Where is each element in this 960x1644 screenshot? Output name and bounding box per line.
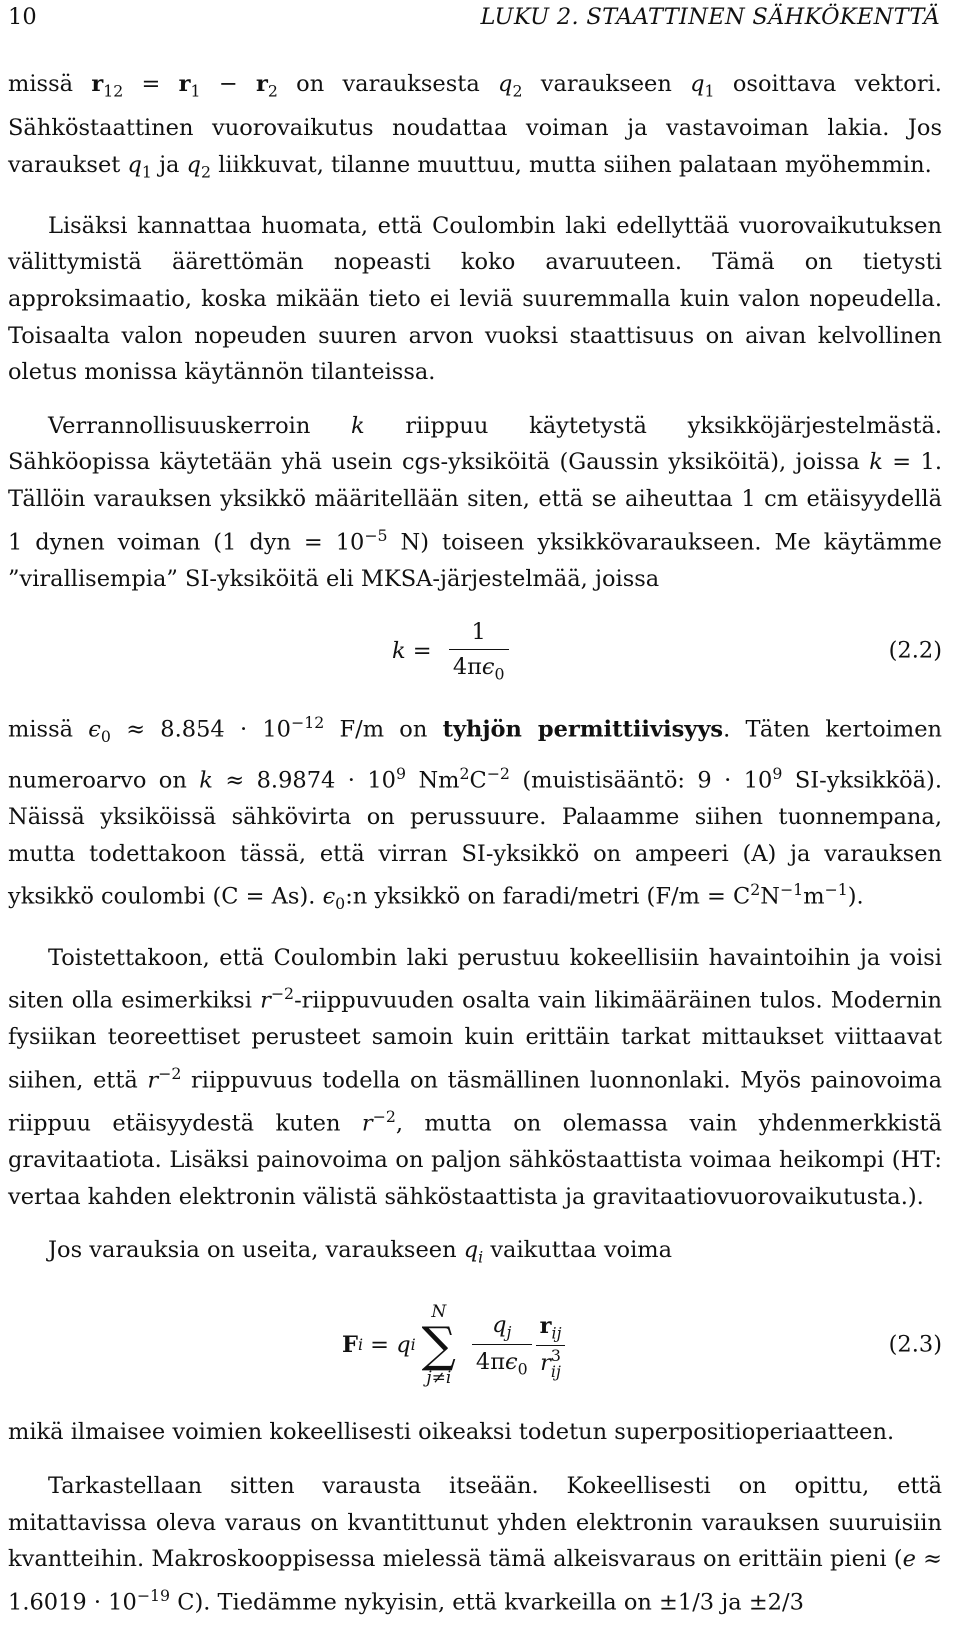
page-number: 10: [8, 4, 37, 30]
paragraph-instant-interaction: Lisäksi kannattaa huomata, että Coulombin laki edellyttää vuorovaikutuksen välittymistä äärettömän nopeasti koko avaruuteen. Tämä on tietysti approksimaatio, koska mikään tieto ei leviä suuremmalla kuin valon nopeudella. Toisaalta valon nopeuden suuren arvon vuoksi staattisuus on aivan kelvollinen oletus monissa käytännön tilanteissa.: [8, 212, 942, 386]
paragraph-multiple-charges: Jos varauksia on useita, varaukseen $q_i$ vaikuttaa voima: [48, 1237, 673, 1267]
paragraph-permittivity: missä $\epsilon_0 \approx 8.854 \cdot 10^{-12}$ F/m on tyhjön permittiivisyys. Täten kertoimen numeroarvo on $k \approx 8.9874 \cdot 10^9$ $Nm^2C^{-2}$ (muistisääntö: $9 \cdot 10^9$ SI-yksikköä). Näissä yksiköissä sähkövirta on perussuure. Palaamme siihen tuonnempana, mutta todettakoon tässä, että virran SI-yksikkö on ampeeri (A) ja varauksen yksikkö coulombi (C = As). $\epsilon_0:n$ yksikkö on faradi/metri $(F/m = C^2N^{-1}m^{-1})$.: [8, 713, 943, 914]
paragraph-vector-definition: missä $r_{12} = r_1 - r_2$ on varauksesta $q_2$ varaukseen $q_1$ osoittava vektori. Sähköstaattinen vuorovaikutus noudattaa voiman ja vastavoiman lakia. Jos varaukset $q_1$ ja $q_2$ liikkuvat, tilanne muuttuu, mutta siihen palataan myöhemmin.: [8, 71, 942, 182]
summation: N ∑ j≠i: [421, 1301, 456, 1389]
fraction-vector: $r_{ij}$ r 3 ij: [536, 1311, 566, 1379]
paragraph-unit-systems: Verrannollisuuskerroin k riippuu käytetystä yksikköjärjestelmästä. Sähköopissa käytetään yhä usein cgs-yksiköitä (Gaussin yksiköitä), joissa k = 1. Tällöin varauksen yksikkö määritellään siten, että se aiheuttaa 1 cm etäisyydellä 1 dynen voiman (1 dyn = $10^{-5}$ N) toiseen yksikkövaraukseen. Me käytämme ”virallisempia” SI-yksiköitä eli MKSA-järjestelmää, joissa: [8, 412, 943, 592]
page-body: [8, 66, 942, 1621]
equation-2-3: F i = q i N ∑ j≠i $\frac{q_j}{4\pi\epsilon_0}$ $r_{ij}$ r 3 ij (2.3): [342, 1301, 942, 1389]
paragraph-coulomb-experimental: Toistettakoon, että Coulombin laki perustuu kokeellisiin havaintoihin ja voisi siten olla esimerkiksi $r^{-2}$-riippuvuuden osalta vain likimääräinen tulos. Modernin fysiikan teoreettiset perusteet samoin kuin erittäin tarkat mittaukset viittaavat siihen, että $r^{-2}$ riippuvuus todella on täsmällinen luonnonlaki. Myös painovoima riippuu etäisyydestä kuten $r^{-2}$, mutta on olemassa vain yhdenmerkkistä gravitaatiota. Lisäksi painovoima on paljon sähköstaattista voimaa heikompi (HT: vertaa kahden elektronin välistä sähköstaattista ja gravitaatiovuorovaikutusta.).: [8, 944, 942, 1210]
equation-number: (2.2): [888, 637, 942, 664]
paragraph-superposition: mikä ilmaisee voimien kokeellisesti oikeaksi todetun superpositioperiaatteen.: [8, 1419, 895, 1446]
equation-number: (2.3): [888, 1332, 942, 1359]
page-header: [8, 4, 940, 38]
bold-term: tyhjön permittiivisyys: [442, 716, 724, 743]
chapter-title: LUKU 2. STAATTINEN SÄHKÖKENTTÄ: [480, 4, 940, 30]
paragraph-charge-quantization: Tarkastellaan sitten varausta itseään. Kokeellisesti on opittu, että mitattavissa oleva varaus on kvantittunut yhden elektronin varauksen suuruisiin kvantteihin. Makroskooppisessa mielessä tämä alkeisvaraus on erittäin pieni ($e \approx 1.6019 \cdot 10^{-19}$ C). Tiedämme nykyisin, että kvarkeilla on ±1/3 ja ±2/3: [8, 1473, 942, 1616]
equation-2-2: k = $\frac{1}{4\pi\epsilon_0}$ (2.2): [8, 597, 942, 705]
fraction-charge: $\frac{q_j}{4\pi\epsilon_0}$: [472, 1310, 532, 1380]
fraction: $\frac{1}{4\pi\epsilon_0}$: [449, 617, 509, 685]
